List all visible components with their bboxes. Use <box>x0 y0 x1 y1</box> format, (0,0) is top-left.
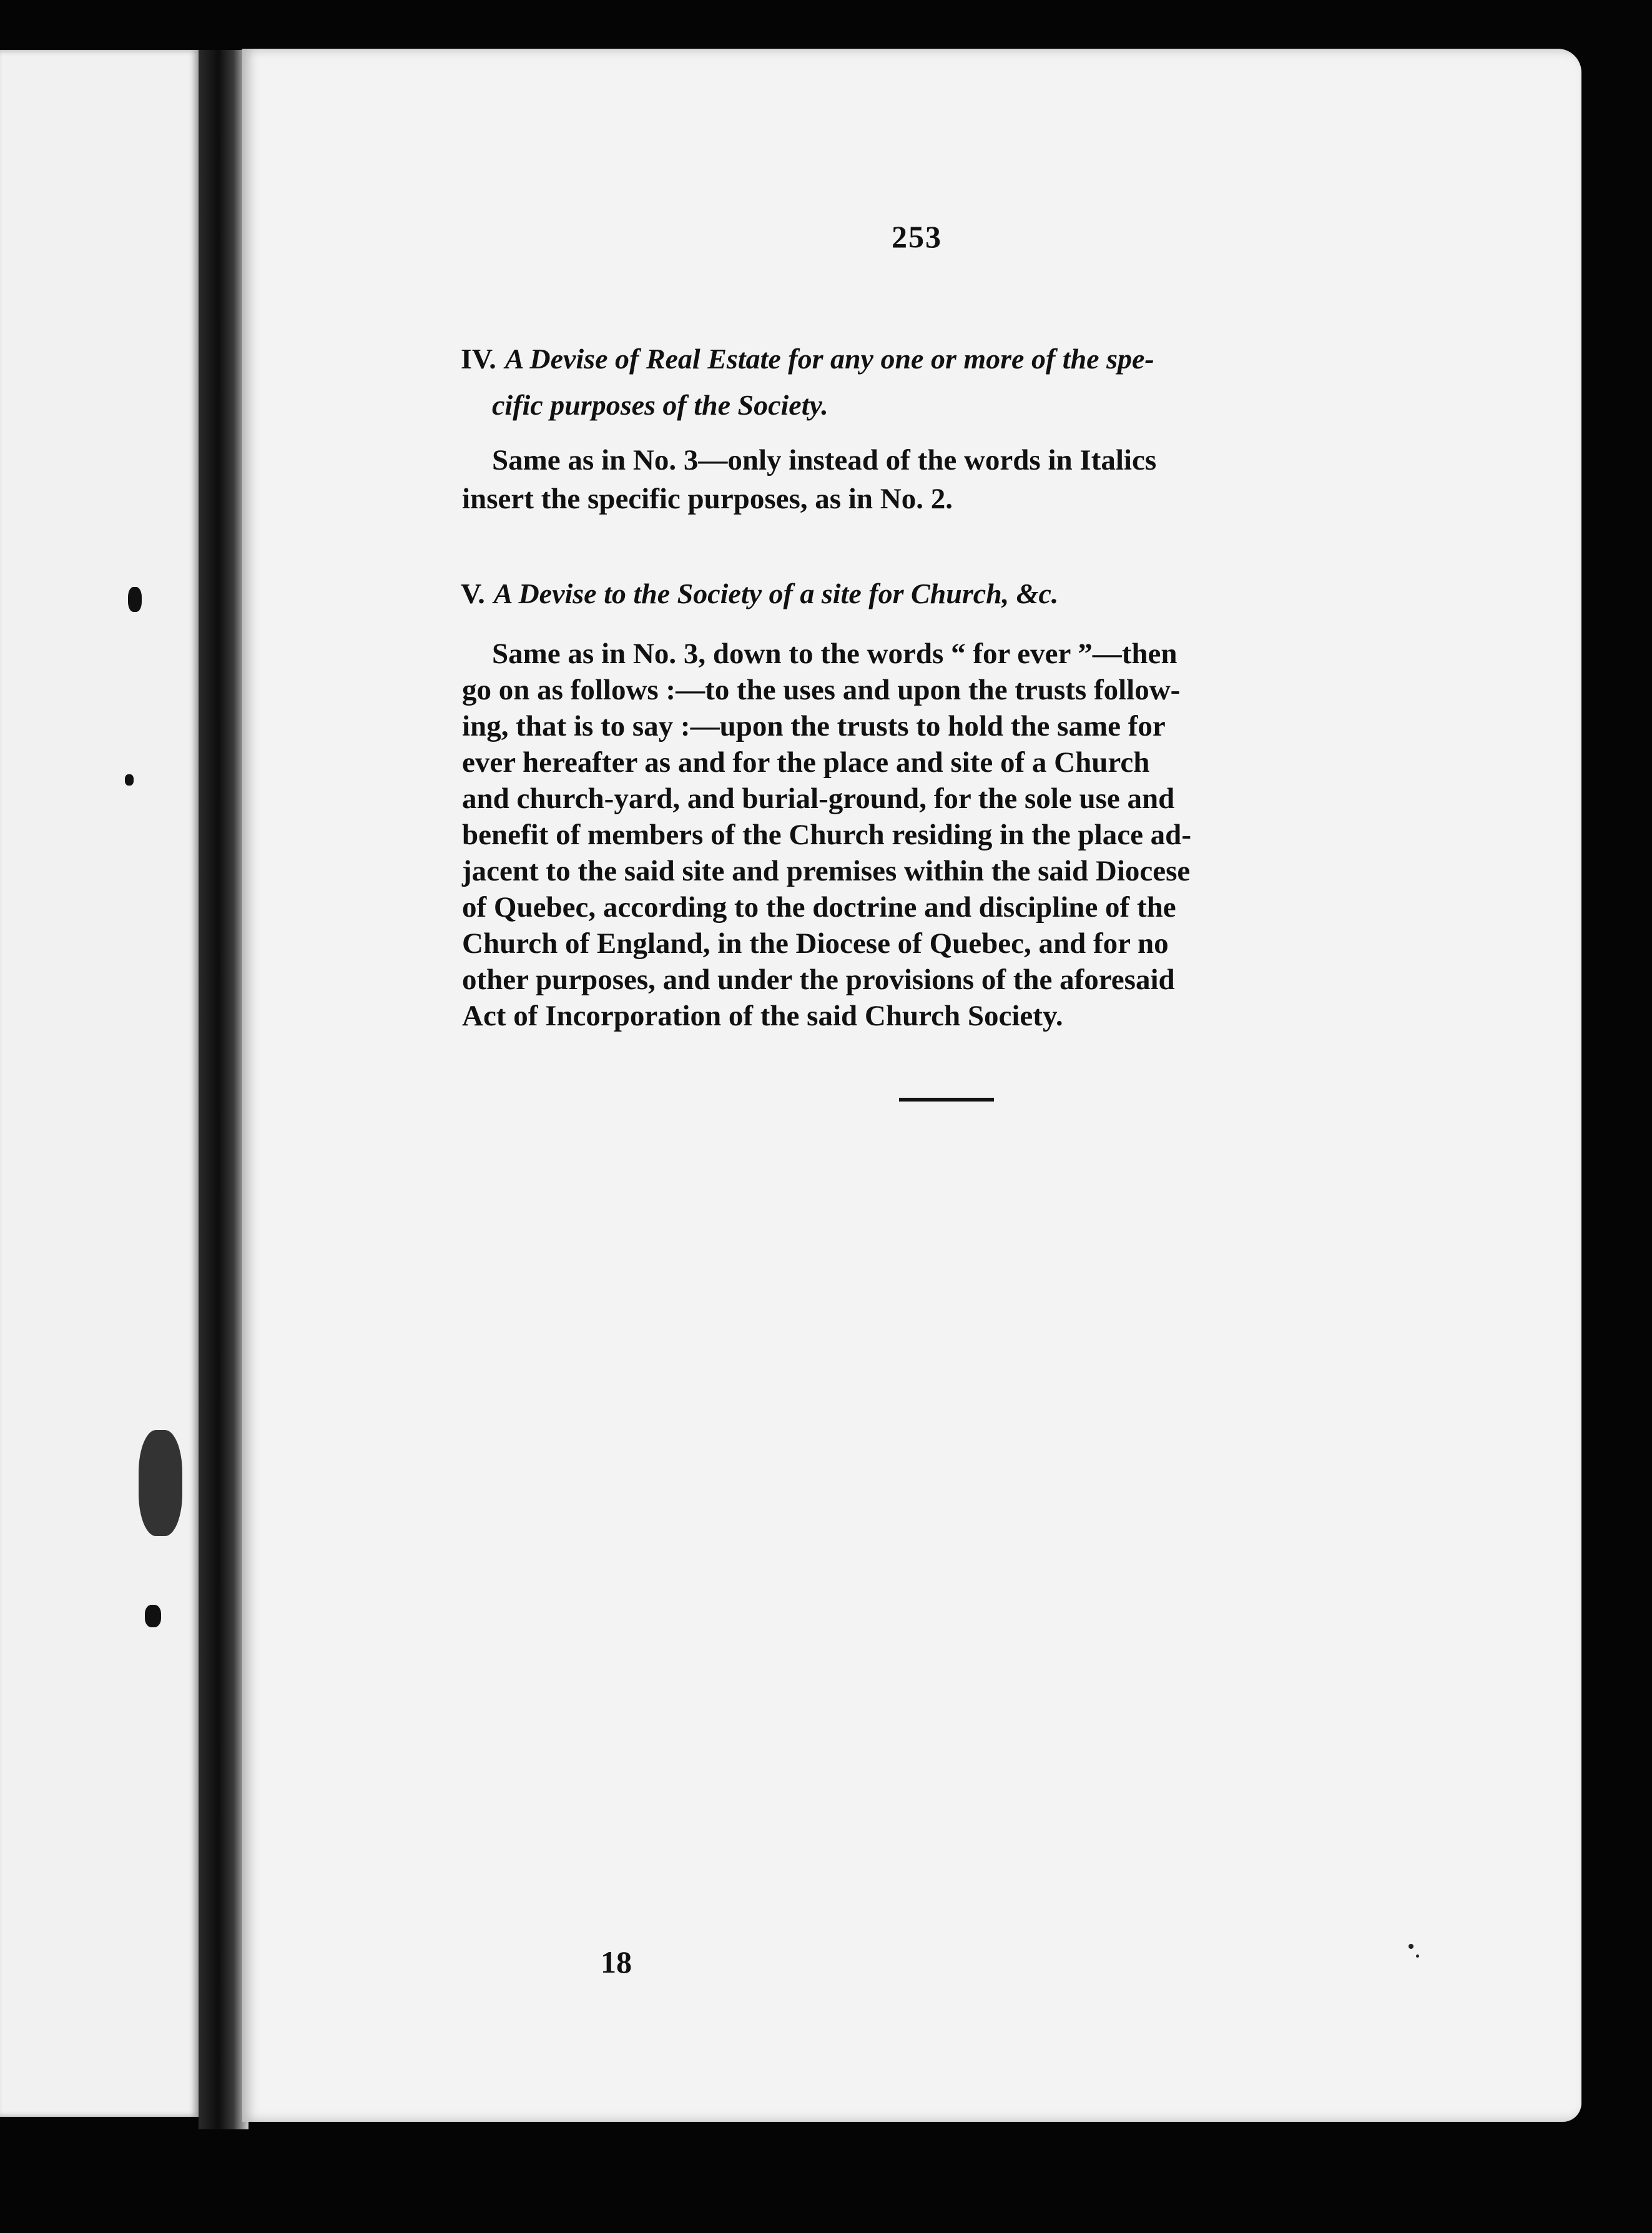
body-line: Same as in No. 3—only instead of the words in Italics <box>492 444 1157 476</box>
section-iv-heading-continued <box>492 382 828 428</box>
binding-tear-mark <box>139 1430 182 1536</box>
body-line: go on as follows :—to the uses and upon the trusts follow- <box>462 674 1181 706</box>
section-iv-title-line-2: cific purposes of the Society. <box>492 389 828 421</box>
document-page <box>242 49 1581 2122</box>
section-iv-numeral: IV. <box>461 343 496 375</box>
section-v-numeral: V. <box>461 578 485 609</box>
body-line: Same as in No. 3, down to the words “ for ever ”—then <box>492 638 1178 670</box>
body-line: Church of England, in the Diocese of Quebec, and for no <box>462 927 1169 960</box>
section-iv-heading <box>461 336 1154 382</box>
section-v-title: A Devise to the Society of a site for Church, &c. <box>493 578 1059 609</box>
body-line: of Quebec, according to the doctrine and discipline of the <box>462 891 1176 924</box>
signature-mark: 18 <box>601 1945 632 1979</box>
binding-tear-mark <box>145 1605 161 1627</box>
previous-page-edge <box>0 50 207 2117</box>
body-line: ing, that is to say :—upon the trusts to hold the same for <box>462 710 1166 742</box>
body-line: Act of Incorporation of the said Church Society. <box>462 1000 1063 1032</box>
ink-speck <box>1409 1944 1414 1949</box>
page-number: 253 <box>892 219 942 254</box>
section-end-rule <box>899 1098 994 1102</box>
ink-speck <box>1416 1954 1419 1958</box>
binding-tear-mark <box>125 774 134 786</box>
section-v-heading <box>461 571 1058 617</box>
binding-tear-mark <box>128 587 142 612</box>
body-line: and church-yard, and burial-ground, for the sole use and <box>462 782 1175 815</box>
body-line: other purposes, and under the provisions of the aforesaid <box>462 964 1175 996</box>
section-iv-title-line-1: A Devise of Real Estate for any one or more of the spe- <box>504 343 1154 375</box>
body-line: ever hereafter as and for the place and site of a Church <box>462 746 1150 779</box>
section-v-body <box>462 636 1417 1034</box>
body-line: insert the specific purposes, as in No. 2. <box>462 483 953 515</box>
body-line: jacent to the said site and premises within the said Diocese <box>462 855 1191 887</box>
section-iv-body <box>462 441 1417 518</box>
body-line: benefit of members of the Church residing in the place ad- <box>462 819 1191 851</box>
book-gutter <box>199 50 248 2129</box>
